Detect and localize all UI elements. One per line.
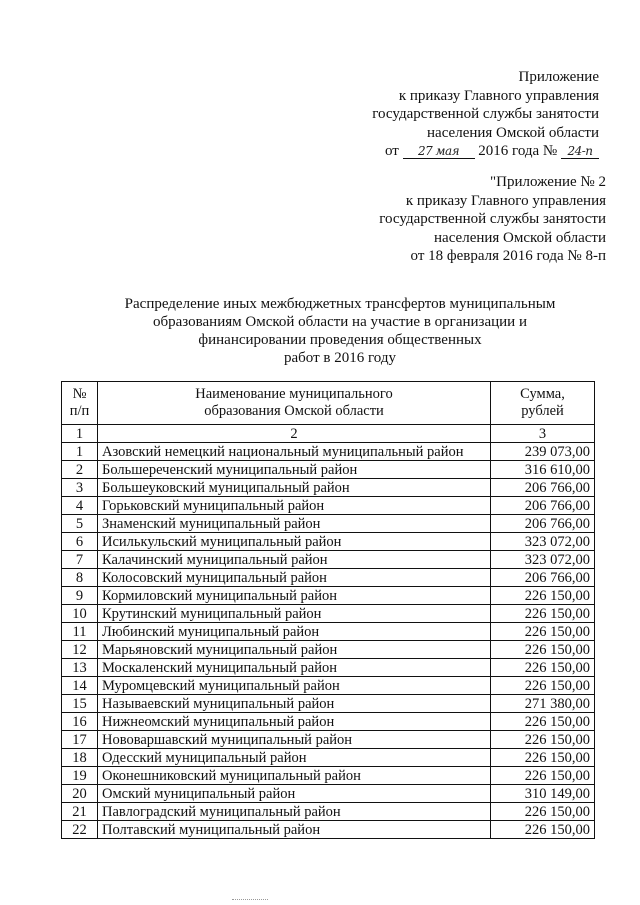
table-row	[62, 731, 595, 749]
row-number: 9	[62, 587, 98, 605]
table-row	[62, 713, 595, 731]
document-title	[80, 295, 600, 367]
table-row	[62, 533, 595, 551]
title-line: финансировании проведения общественных	[198, 332, 482, 348]
amount: 226 150,00	[491, 767, 595, 785]
amount: 239 073,00	[491, 443, 595, 461]
row-number: 16	[62, 713, 98, 731]
title-line: Распределение иных межбюджетных трансфертов муниципальным	[124, 296, 556, 312]
row-number: 4	[62, 497, 98, 515]
amount: 323 072,00	[491, 533, 595, 551]
row-number: 3	[62, 479, 98, 497]
amount: 226 150,00	[491, 641, 595, 659]
district-name: Крутинский муниципальный район	[98, 605, 491, 623]
district-name: Калачинский муниципальный район	[98, 551, 491, 569]
district-name: Кормиловский муниципальный район	[98, 587, 491, 605]
column-number: 1	[62, 425, 98, 443]
handwritten-order-number: 24-п	[561, 144, 599, 159]
table-row	[62, 605, 595, 623]
appendix-header	[372, 68, 599, 161]
amount: 226 150,00	[491, 659, 595, 677]
column-number: 3	[491, 425, 595, 443]
amount: 226 150,00	[491, 713, 595, 731]
district-name: Павлоградский муниципальный район	[98, 803, 491, 821]
annex-reference	[379, 173, 606, 266]
amount: 206 766,00	[491, 497, 595, 515]
date-middle: 2016 года №	[478, 143, 558, 159]
table-row	[62, 821, 595, 839]
district-name: Исилькульский муниципальный район	[98, 533, 491, 551]
row-number: 1	[62, 443, 98, 461]
table-row	[62, 623, 595, 641]
district-name: Любинский муниципальный район	[98, 623, 491, 641]
row-number: 8	[62, 569, 98, 587]
district-name: Колосовский муниципальный район	[98, 569, 491, 587]
scan-artifact	[232, 899, 268, 902]
table-row	[62, 767, 595, 785]
header-name: Наименование муниципального образования Омской области	[98, 382, 491, 425]
row-number: 5	[62, 515, 98, 533]
amount: 226 150,00	[491, 587, 595, 605]
amount: 316 610,00	[491, 461, 595, 479]
row-number: 21	[62, 803, 98, 821]
row-number: 17	[62, 731, 98, 749]
table-row	[62, 461, 595, 479]
annex-line: от 18 февраля 2016 года № 8-п	[410, 248, 606, 264]
date-prefix: от	[384, 143, 399, 159]
table-body	[62, 443, 595, 839]
title-line: работ в 2016 году	[284, 350, 396, 366]
allocation-table	[61, 381, 595, 839]
annex-line: к приказу Главного управления	[405, 192, 606, 209]
table-row	[62, 695, 595, 713]
header-no: № п/п	[62, 382, 98, 425]
row-number: 11	[62, 623, 98, 641]
amount: 226 150,00	[491, 731, 595, 749]
table-row	[62, 803, 595, 821]
amount: 226 150,00	[491, 749, 595, 767]
district-name: Знаменский муниципальный район	[98, 515, 491, 533]
amount: 323 072,00	[491, 551, 595, 569]
row-number: 13	[62, 659, 98, 677]
table-row	[62, 749, 595, 767]
district-name: Полтавский муниципальный район	[98, 821, 491, 839]
table-row	[62, 551, 595, 569]
district-name: Оконешниковский муниципальный район	[98, 767, 491, 785]
annex-line: населения Омской области	[434, 229, 606, 246]
row-number: 6	[62, 533, 98, 551]
row-number: 20	[62, 785, 98, 803]
district-name: Москаленский муниципальный район	[98, 659, 491, 677]
row-number: 7	[62, 551, 98, 569]
district-name: Называевский муниципальный район	[98, 695, 491, 713]
order-date-line	[372, 142, 599, 161]
table-row	[62, 677, 595, 695]
row-number: 2	[62, 461, 98, 479]
header-line: государственной службы занятости	[372, 106, 599, 122]
table-row	[62, 443, 595, 461]
amount: 226 150,00	[491, 623, 595, 641]
amount: 226 150,00	[491, 677, 595, 695]
title-line: образованиям Омской области на участие в организации и	[153, 314, 527, 330]
annex-line: "Приложение № 2	[490, 174, 606, 190]
table-row	[62, 785, 595, 803]
amount: 226 150,00	[491, 803, 595, 821]
table-row	[62, 497, 595, 515]
district-name: Омский муниципальный район	[98, 785, 491, 803]
row-number: 15	[62, 695, 98, 713]
header-sum: Сумма, рублей	[491, 382, 595, 425]
row-number: 14	[62, 677, 98, 695]
annex-line: государственной службы занятости	[379, 211, 606, 227]
amount: 206 766,00	[491, 569, 595, 587]
district-name: Одесский муниципальный район	[98, 749, 491, 767]
amount: 206 766,00	[491, 515, 595, 533]
district-name: Большереченский муниципальный район	[98, 461, 491, 479]
table-header-row	[62, 382, 595, 425]
table-row	[62, 515, 595, 533]
header-line: Приложение	[518, 69, 599, 85]
row-number: 18	[62, 749, 98, 767]
table-row	[62, 569, 595, 587]
header-line: населения Омской области	[427, 124, 599, 141]
amount: 226 150,00	[491, 605, 595, 623]
header-line: к приказу Главного управления	[398, 87, 599, 104]
row-number: 12	[62, 641, 98, 659]
amount: 271 380,00	[491, 695, 595, 713]
row-number: 22	[62, 821, 98, 839]
column-number-row	[62, 425, 595, 443]
amount: 226 150,00	[491, 821, 595, 839]
column-number: 2	[98, 425, 491, 443]
district-name: Горьковский муниципальный район	[98, 497, 491, 515]
table-row	[62, 479, 595, 497]
district-name: Азовский немецкий национальный муниципальный район	[98, 443, 491, 461]
district-name: Муромцевский муниципальный район	[98, 677, 491, 695]
district-name: Нововаршавский муниципальный район	[98, 731, 491, 749]
district-name: Марьяновский муниципальный район	[98, 641, 491, 659]
table-row	[62, 587, 595, 605]
amount: 206 766,00	[491, 479, 595, 497]
table-row	[62, 659, 595, 677]
district-name: Нижнеомский муниципальный район	[98, 713, 491, 731]
amount: 310 149,00	[491, 785, 595, 803]
district-name: Большеуковский муниципальный район	[98, 479, 491, 497]
handwritten-date: 27 мая	[403, 144, 475, 159]
row-number: 19	[62, 767, 98, 785]
table-row	[62, 641, 595, 659]
row-number: 10	[62, 605, 98, 623]
